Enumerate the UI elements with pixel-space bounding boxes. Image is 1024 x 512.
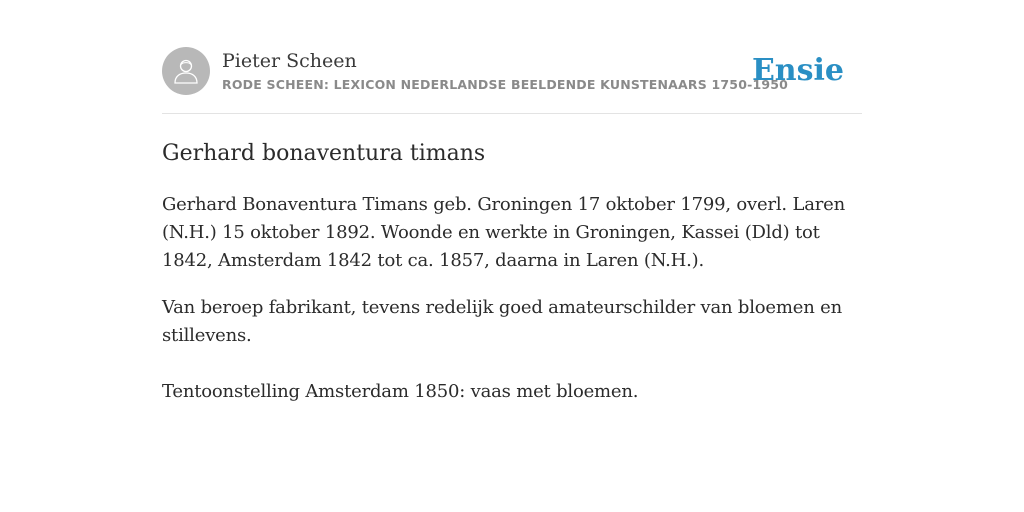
entry-body xyxy=(162,191,862,406)
entry-paragraph: Gerhard Bonaventura Timans geb. Groningen 17 oktober 1799, overl. Laren (N.H.) 15 oktober 1892. Woonde en werkte in Groningen, Kassei (Dld) tot 1842, Amsterdam 1842 tot ca. 1857, daarna in Laren (N.H.). xyxy=(162,194,845,271)
brand-logo[interactable]: Ensie xyxy=(751,53,844,88)
entry-paragraph: Van beroep fabrikant, tevens redelijk goed amateurschilder van bloemen en stillevens. xyxy=(162,297,842,346)
user-silhouette-icon xyxy=(171,56,201,86)
source-title[interactable]: RODE SCHEEN: LEXICON NEDERLANDSE BEELDENDE KUNSTENAARS 1750-1950 xyxy=(222,76,789,92)
author-block xyxy=(222,49,789,94)
entry-title: Gerhard bonaventura timans xyxy=(162,141,486,166)
author-avatar[interactable] xyxy=(162,47,210,95)
entry-header xyxy=(162,46,862,114)
entry-paragraph: Tentoonstelling Amsterdam 1850: vaas met bloemen. xyxy=(162,381,639,402)
entry-card xyxy=(162,46,862,425)
author-name[interactable]: Pieter Scheen xyxy=(222,49,357,72)
